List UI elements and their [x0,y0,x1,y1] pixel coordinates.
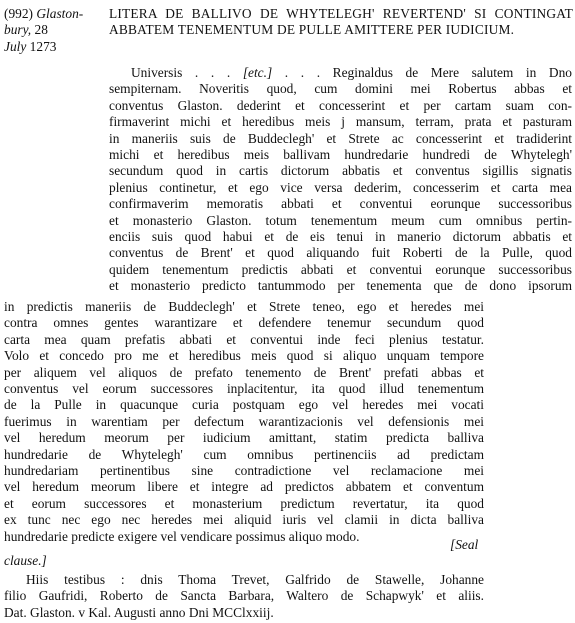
body-full-width-line: hundredariam pertinentibus sine contradictione vel reclamacione mei [4,463,484,478]
body-indented-line: secundum quod in cartis dictorum abbatis et conventus sigillis signatis [109,163,572,179]
body-full-width-line: Volo et concedo pro me et heredibus meis quod si aliquo unquam tempore [4,348,484,364]
body-indented-line: quidem tenementum predictis abbati et conventui eorunque successoribus [109,261,572,277]
body-indented-line: et monasterio predicto tantummodo per tenementa que de dono ipsorum [109,278,572,294]
witness-line: Dat. Glaston. v Kal. Augusti anno Dni MCClxxiij. [4,604,274,620]
body-indented-line: conventus de Brent' et quod aliquando fuit Roberti de la Pulle, quod [109,245,572,261]
body-indented-line: Universis . . . [etc.] . . . Reginaldus de Mere salutem in Dno [131,65,572,80]
body-full-width-line: de la Pulle in quacunque curia postquam ego vel heredes mei vocati [4,397,484,413]
body-full-width-line: conventus vel eorum successores inplacitentur, ita quod illud tenementum [4,381,484,396]
body-full-width-line: hundredarie predicte exigere vel vendicare possimus aliquo modo. [4,528,360,544]
body-indented-line: et monasterio Glaston. totum tenementum meum cum omnibus pertin- [109,212,572,228]
document-heading: LITERA DE BALLIVO DE WHYTELEGH' REVERTEND' SI CONTINGAT ABBATEM TENEMENTUM DE PULLE AMITTERE PER IUDICIUM. [109,6,573,38]
document-number: (992) [4,6,34,21]
place-name-part2: bury, [4,22,32,38]
seal-clause-note [450,537,478,553]
body-indented-line: enciis suis quod habui et de eis tenui in manerio dictorum abbatis et [109,229,572,244]
body-indented-line: confirmaverim memoratis abbati et conventui eorunque successoribus [109,196,572,212]
body-full-width-line: ex tunc nec ego nec heredes mei aliquid iuris vel clamii in dicta balliva [4,512,484,528]
body-full-width-line: vel heredum meorum per iudicium amittant, statim predicta balliva [4,430,484,446]
body-indented-line: in maneriis suis de Buddeclegh' et Strete ac concesserint et tradiderint [109,130,572,146]
body-full-width-line: fuerimus in warentiam per defectum warantizacionis vel defensionis mei [4,413,484,429]
witness-line: filio Gaufridi, Roberto de Sancta Barbara, Waltero de Schapwyk' et aliis. [4,588,484,604]
witness-line: Hiis testibus : dnis Thoma Trevet, Galfrido de Stawelle, Johanne [26,572,484,587]
document-day: 28 [34,22,48,38]
seal-clause-part2: clause.] [4,553,47,568]
sidenote-line-2 [4,22,108,38]
document-sidenote [4,6,108,55]
place-name-part1: Glaston- [36,6,84,21]
body-indented-line: plenius continetur, et ego vice versa dederim, concesserim et carta mea [109,179,572,195]
document-year: 1273 [29,38,57,54]
body-full-width-line: hundredarie de Whytelegh' cum omnibus pertinenciis ad predictam [4,446,484,462]
body-full-width-line: et eorum successores et monasterium predictum revertatur, ita quod [4,495,484,511]
seal-clause-part1: [Seal [450,537,479,552]
document-month: July [4,38,27,54]
seal-clause-note-continued [4,553,47,569]
body-full-width-line: in predictis maneriis de Buddeclegh' et Strete teneo, ego et heredes mei [4,299,484,314]
body-indented-line: conventus Glaston. dederint et concesserint et per cartam suam con- [109,97,572,113]
body-full-width-line: carta mea quam prefatis abbati et conventui inde feci plenius testatur. [4,331,484,347]
body-indented-line: sempiternam. Noveritis quod, cum domini mei Robertus abbas et [109,81,572,97]
body-indented-line: firmaverint michi et heredibus meis j mansum, terram, prata et pasturam [109,114,572,130]
sidenote-line-1 [4,6,108,22]
body-full-width-line: contra omnes gentes warantizare et defendere tenemur secundum quod [4,315,484,331]
body-indented-line: michi et heredibus meis ballivam hundredarie hundredi de Whytelegh' [109,147,572,162]
body-full-width-line: vel heredum meorum libere et integre ad predictos abbatem et conventum [4,479,484,495]
body-full-width-line: per aliquem vel aliquos de prefato tenemento de Brent' prefati abbas et [4,364,484,380]
sidenote-line-3 [4,39,108,55]
